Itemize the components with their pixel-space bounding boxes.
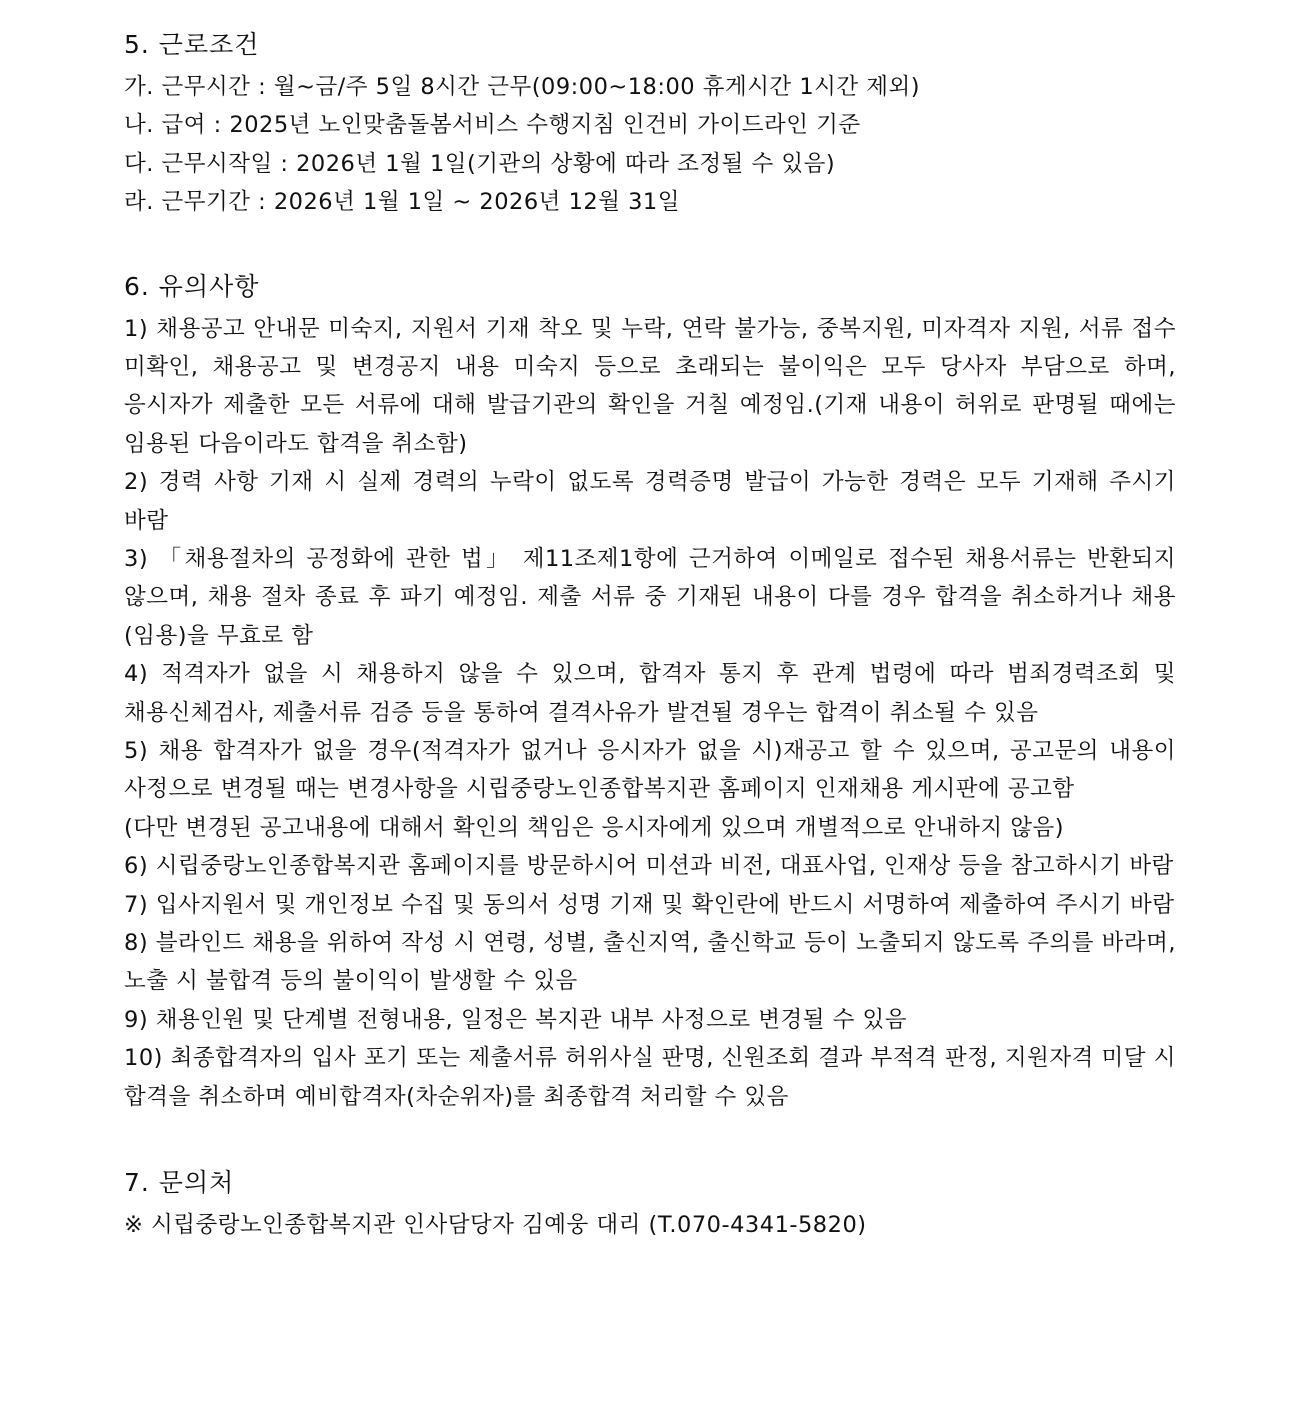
work-period-item: 라. 근무기간 : 2026년 1월 1일 ~ 2026년 12월 31일 bbox=[124, 189, 680, 216]
section-notes bbox=[124, 264, 1176, 1117]
note-item-5-remark: (다만 변경된 공고내용에 대해서 확인의 책임은 응시자에게 있으며 개별적으로 안내하지 않음) bbox=[124, 814, 1065, 841]
note-item-5: 5) 채용 합격자가 없을 경우(적격자가 없거나 응시자가 없을 시)재공고 할 수 있으며, 공고문의 내용이 사정으로 변경될 때는 변경사항을 시립중랑노인종합복지관 홈페이지 인재채용 게시판에 공고함 bbox=[124, 738, 1176, 803]
note-item-7: 7) 입사지원서 및 개인정보 수집 및 동의서 성명 기재 및 확인란에 반드시 서명하여 제출하여 주시기 바람 bbox=[124, 891, 1175, 918]
note-item-8: 8) 블라인드 채용을 위하여 작성 시 연령, 성별, 출신지역, 출신학교 등이 노출되지 않도록 주의를 바라며, 노출 시 불합격 등의 불이익이 발생할 수 있음 bbox=[124, 930, 1176, 995]
section-title: 5. 근로조건 bbox=[124, 30, 260, 59]
note-item-4: 4) 적격자가 없을 시 채용하지 않을 수 있으며, 합격자 통지 후 관계 법령에 따라 범죄경력조회 및 채용신체검사, 제출서류 검증 등을 통하여 결격사유가 발견될 경우는 합격이 취소될 수 있음 bbox=[124, 661, 1176, 726]
note-item-2: 2) 경력 사항 기재 시 실제 경력의 누락이 없도록 경력증명 발급이 가능한 경력은 모두 기재해 주시기 바람 bbox=[124, 469, 1176, 534]
section-title: 7. 문의처 bbox=[124, 1168, 235, 1198]
note-item-9: 9) 채용인원 및 단계별 전형내용, 일정은 복지관 내부 사정으로 변경될 수 있음 bbox=[124, 1006, 907, 1033]
section-working-conditions bbox=[124, 22, 1176, 222]
start-date-item: 다. 근무시작일 : 2026년 1월 1일(기관의 상황에 따라 조정될 수 있음) bbox=[124, 150, 836, 177]
note-item-10: 10) 최종합격자의 입사 포기 또는 제출서류 허위사실 판명, 신원조회 결과 부적격 판정, 지원자격 미달 시 합격을 취소하며 예비합격자(차순위자)를 최종합격 처리할 수 있음 bbox=[124, 1045, 1176, 1110]
document-page bbox=[124, 22, 1176, 1244]
note-item-1: 1) 채용공고 안내문 미숙지, 지원서 기재 착오 및 누락, 연락 불가능, 중복지원, 미자격자 지원, 서류 접수 미확인, 채용공고 및 변경공지 내용 미숙지 등으로 초래되는 불이익은 모두 당사자 부담으로 하며, 응시자가 제출한 모든 서류에 대해 발급기관의 확인을 거칠 예정임.(기재 내용이 허위로 판명될 때에는 임용된 다음이라도 합격을 취소함) bbox=[124, 315, 1176, 457]
contact-info: ※ 시립중랑노인종합복지관 인사담당자 김예웅 대리 (T.070-4341-5820) bbox=[124, 1212, 867, 1239]
section-spacer bbox=[124, 1116, 1176, 1160]
working-hours-item: 가. 근무시간 : 월~금/주 5일 8시간 근무(09:00~18:00 휴게시간 1시간 제외) bbox=[124, 74, 921, 100]
section-contact bbox=[124, 1160, 1176, 1244]
section-title: 6. 유의사항 bbox=[124, 271, 260, 301]
note-item-3: 3) 「채용절차의 공정화에 관한 법」 제11조제1항에 근거하여 이메일로 접수된 채용서류는 반환되지 않으며, 채용 절차 종료 후 파기 예정임. 제출 서류 중 기재된 내용이 다를 경우 합격을 취소하거나 채용(임용)을 무효로 함 bbox=[124, 546, 1176, 649]
note-item-6: 6) 시립중랑노인종합복지관 홈페이지를 방문하시어 미션과 비전, 대표사업, 인재상 등을 참고하시기 바람 bbox=[124, 853, 1174, 880]
salary-item: 나. 급여 : 2025년 노인맞춤돌봄서비스 수행지침 인건비 가이드라인 기준 bbox=[124, 112, 861, 139]
section-spacer bbox=[124, 222, 1176, 264]
